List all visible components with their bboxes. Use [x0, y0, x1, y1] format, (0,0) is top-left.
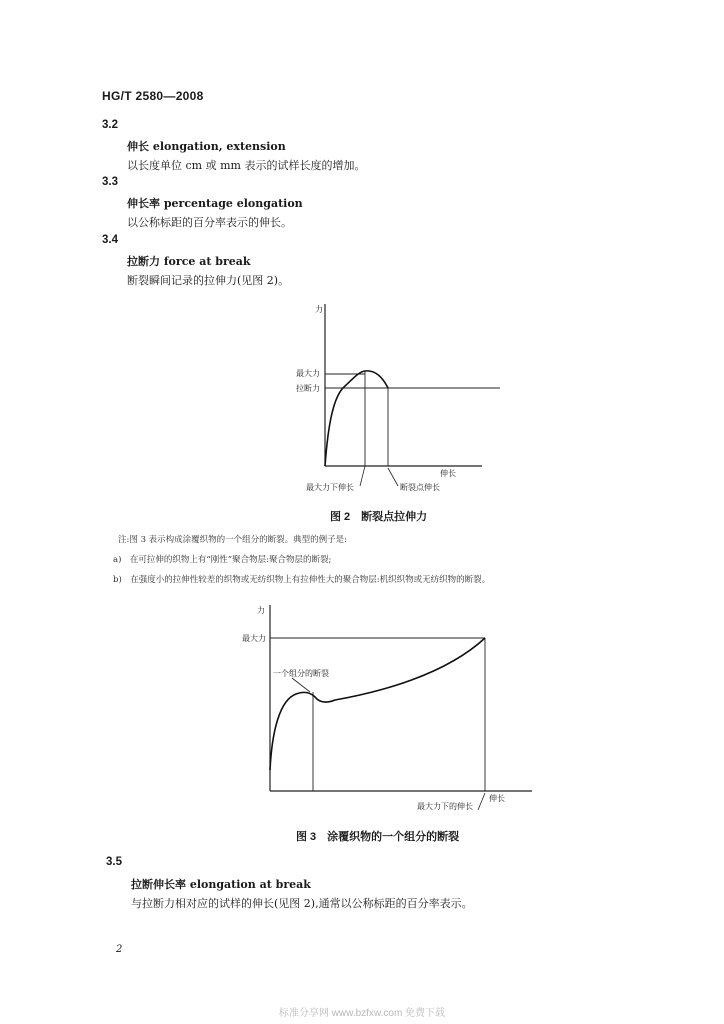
standard-header: HG/T 2580—2008 — [102, 89, 204, 103]
section-definition: 断裂瞬间记录的拉伸力(见图 2)。 — [127, 274, 290, 287]
leader-line — [388, 468, 398, 486]
leader-line — [360, 466, 365, 486]
watermark: 标准分享网 www.bzfxw.com 免费下载 — [278, 1008, 446, 1019]
figure-2-caption: 图 2 断裂点拉伸力 — [330, 511, 428, 523]
leader-line — [292, 678, 310, 692]
note-item-a: a) 在可拉伸的织物上有“刚性”聚合物层:聚合物层的断裂; — [113, 555, 332, 565]
section-number: 3.4 — [102, 234, 118, 246]
force-elongation-curve — [270, 638, 485, 770]
y-axis-label: 力 — [257, 606, 265, 615]
section-number: 3.2 — [102, 119, 118, 131]
section-term: 伸长 elongation, extension — [127, 140, 286, 153]
section-definition: 以公称标距的百分率表示的伸长。 — [127, 216, 292, 229]
figure-2-diagram — [270, 296, 500, 496]
break-force-label: 拉断力 — [296, 384, 320, 393]
leader-line — [478, 793, 485, 810]
section-definition: 以长度单位 cm 或 mm 表示的试样长度的增加。 — [127, 159, 366, 172]
x-axis-label: 伸长 — [489, 794, 505, 803]
section-number: 3.5 — [106, 856, 122, 868]
elong-at-break-label: 断裂点伸长 — [400, 483, 440, 492]
section-term: 伸长率 percentage elongation — [127, 197, 303, 210]
elong-at-max-label: 最大力下伸长 — [306, 483, 354, 492]
elong-at-max-label: 最大力下的伸长 — [417, 802, 473, 811]
x-axis-label: 伸长 — [440, 469, 456, 478]
figure-3-diagram — [230, 600, 550, 815]
note-intro: 注:图 3 表示构成涂覆织物的一个组分的断裂。典型的例子是: — [118, 535, 348, 545]
note-item-b: b) 在强度小的拉伸性较差的织物或无纺织物上有拉伸性大的聚合物层:机织织物或无纺织物的断裂。 — [113, 575, 491, 585]
section-number: 3.3 — [102, 176, 118, 188]
max-force-label: 最大力 — [242, 634, 266, 643]
force-elongation-curve — [325, 371, 388, 466]
section-definition: 与拉断力相对应的试样的伸长(见图 2),通常以公称标距的百分率表示。 — [131, 897, 473, 910]
y-axis-label: 力 — [315, 305, 323, 314]
section-term: 拉断伸长率 elongation at break — [131, 878, 311, 891]
max-force-label: 最大力 — [296, 369, 320, 378]
figure-3-caption: 图 3 涂覆织物的一个组分的断裂 — [296, 831, 460, 843]
component-break-label: 一个组分的断裂 — [273, 669, 329, 678]
page-number: 2 — [116, 944, 123, 955]
section-term: 拉断力 force at break — [127, 255, 251, 268]
